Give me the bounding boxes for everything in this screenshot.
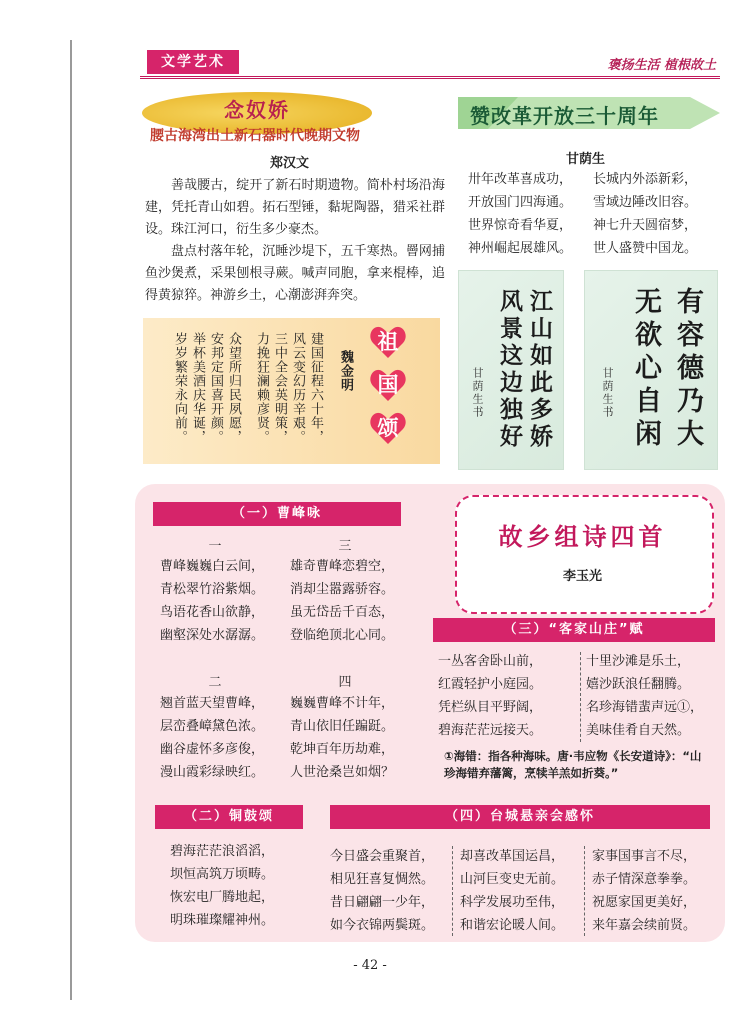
column-divider	[452, 846, 453, 936]
part3-heading: （三）“客家山庄”赋	[433, 618, 715, 642]
poem1-subtitle: 腰古海湾出土新石器时代晚期文物	[150, 128, 360, 144]
poem2-author: 甘荫生	[566, 152, 606, 167]
part1-heading: （一）曹峰咏	[153, 502, 401, 526]
calligraphy-column: 江山如此多娇	[526, 289, 553, 451]
poem-line: 神七升天圆宿梦，	[593, 218, 698, 233]
poem-line: 青山依旧任蹁跹。	[290, 719, 395, 734]
zuguo-line: 安邦定国喜开颜。	[208, 332, 223, 444]
poem-line: 世界惊奇看华夏，	[468, 218, 573, 233]
poem-line: 如今衣锦两鬓斑。	[330, 918, 435, 933]
poem-line: 恢宏电厂腾地起，	[170, 890, 275, 905]
poem-line: 凭栏纵目平野阔，	[438, 700, 543, 715]
poem-line: 消却尘嚣露骄容。	[290, 582, 395, 597]
heart-icon: 国	[368, 365, 408, 409]
poem-line: 明珠璀璨耀神州。	[170, 913, 275, 928]
stanza-number: 二	[208, 675, 222, 690]
suite-title: 故乡组诗四首	[498, 522, 667, 551]
poem-line: 赤子情深意拳拳。	[592, 872, 697, 887]
poem1-title: 念奴娇	[224, 98, 290, 122]
zuguo-line: 岁岁繁荣永向前。	[172, 332, 187, 444]
zuguo-author: 魏金明	[338, 350, 353, 392]
poem-line: 乾坤百年历劫难，	[290, 742, 395, 757]
calligraphy-signature: 甘荫生书	[471, 367, 484, 419]
calligraphy-right	[584, 270, 718, 470]
calligraphy-left	[458, 270, 564, 470]
zuguo-line: 三中全会英明策，	[272, 332, 287, 444]
poem-line: 十里沙滩是乐土，	[586, 654, 691, 669]
poem-line: 碧海茫茫浪滔滔，	[170, 844, 275, 859]
suite-title-box	[455, 495, 714, 614]
poem-line: 昔日翩翩一少年，	[330, 895, 435, 910]
section-tag: 文学艺术	[147, 50, 239, 74]
calligraphy-column: 无欲心自闲	[630, 287, 661, 452]
stanza-number: 四	[338, 675, 352, 690]
poem-line: 家事国事言不尽，	[592, 849, 697, 864]
heart-icon: 颂	[368, 408, 408, 452]
zuguo-line: 力挽狂澜赖彦贤。	[254, 332, 269, 444]
poem-line: 红霞轻护小庭园。	[438, 677, 543, 692]
poem-line: 曹峰巍巍白云间，	[160, 559, 265, 574]
header-rule	[140, 76, 720, 79]
poem-line: 科学发展功至伟，	[460, 895, 565, 910]
part2-heading: （二）铜鼓颂	[155, 805, 303, 829]
calligraphy-signature: 甘荫生书	[601, 367, 614, 419]
poem-line: 来年嘉会续前贤。	[592, 918, 697, 933]
poem-line: 翘首蓝天望曹峰，	[160, 696, 265, 711]
column-divider	[580, 652, 581, 742]
page-number: - 42 -	[353, 958, 387, 973]
poem2-right-column	[593, 168, 697, 260]
poem-line: 人世沧桑岂如烟？	[290, 765, 395, 780]
poem-line: 卅年改革喜成功，	[468, 172, 573, 187]
part1-stanza-one	[160, 555, 264, 647]
poem-line: 漫山霞彩绿映红。	[160, 765, 265, 780]
column-divider	[584, 846, 585, 936]
poem-line: 巍巍曹峰不计年，	[290, 696, 395, 711]
poem-line: 长城内外添新彩，	[593, 172, 698, 187]
zuguo-line: 风云变幻历辛艰。	[290, 332, 305, 444]
poem-line: 鸟语花香山欲静，	[160, 605, 265, 620]
part1-stanza-two	[160, 692, 264, 784]
poem-line: 今日盛会重聚首，	[330, 849, 435, 864]
poem1-paragraph: 盘点村落年轮，沉睡沙堤下，五千寒热。罾网捕鱼沙煲煮，采果刨根寻蕨。喊声同胞，拿来棍棒，追得黄猄猝。神游乡土，心潮澎湃奔突。	[145, 244, 445, 303]
part3-left-column	[438, 650, 542, 742]
part3-footnote: ①海错：指各种海味。唐·韦应物《长安道诗》：“山珍海错弃藩篱，烹犊羊羔如折葵。”	[444, 749, 702, 780]
poem-line: 雪域边陲改旧容。	[593, 195, 698, 210]
part4-column-3	[592, 845, 696, 937]
poem1-body	[145, 175, 445, 307]
stanza-number: 三	[338, 539, 352, 554]
poem-line: 虽无岱岳千百态，	[290, 605, 395, 620]
poem-line: 神州崛起展雄风。	[468, 241, 573, 256]
part1-stanza-three	[290, 555, 394, 647]
zuguo-line: 举杯美酒庆华诞，	[190, 332, 205, 444]
part2-poem	[170, 840, 274, 932]
part3-right-column	[586, 650, 703, 742]
poem-line: 名珍海错蜚声远①，	[586, 700, 704, 715]
zuguo-line: 众望所归民夙愿，	[226, 332, 241, 444]
stanza-number: 一	[208, 539, 222, 554]
page-left-rule	[70, 40, 72, 1000]
poem2-title: 赞改革开放三十周年	[470, 104, 659, 128]
heart-icon: 祖	[368, 322, 408, 366]
poem-line: 坝恒高筑万顷畴。	[170, 867, 275, 882]
poem-line: 却喜改革国运昌，	[460, 849, 565, 864]
poem-line: 祝愿家国更美好，	[592, 895, 697, 910]
poem-line: 青松翠竹浴紫烟。	[160, 582, 265, 597]
part4-heading: （四）台城悬亲会感怀	[330, 805, 710, 829]
suite-author: 李玉光	[562, 569, 602, 584]
poem-line: 幽谷虚怀多彦俊，	[160, 742, 265, 757]
poem-line: 幽壑深处水潺潺。	[160, 628, 265, 643]
part1-stanza-four	[290, 692, 394, 784]
poem-line: 山河巨变史无前。	[460, 872, 565, 887]
calligraphy-column: 风景这边独好	[496, 289, 523, 451]
poem-line: 美味佳肴自天然。	[586, 723, 691, 738]
zuguo-line: 建国征程六十年，	[308, 332, 323, 444]
part4-column-2	[460, 845, 564, 937]
part4-column-1	[330, 845, 434, 937]
poem-line: 碧海茫茫远接天。	[438, 723, 543, 738]
poem-line: 一丛客舍卧山前，	[438, 654, 543, 669]
poem-line: 层峦叠嶂黛色浓。	[160, 719, 265, 734]
header-slogan: 褒扬生活 植根故土	[607, 58, 716, 73]
poem1-author: 郑汉文	[270, 156, 310, 171]
calligraphy-column: 有容德乃大	[672, 287, 703, 452]
poem-line: 相见狂喜复惆然。	[330, 872, 435, 887]
poem-line: 和谐宏论暖人间。	[460, 918, 565, 933]
poem-line: 雄奇曹峰恋碧空，	[290, 559, 395, 574]
poem-line: 登临绝顶北心同。	[290, 628, 395, 643]
poem1-paragraph: 善哉腰古，绽开了新石时期遗物。简朴村场沿海建，凭托青山如碧。拓石型锤，黏坭陶器，猎采社群设。珠江河口，衍生多少豪杰。	[145, 178, 445, 237]
poem-line: 嬉沙跃浪任翻腾。	[586, 677, 691, 692]
poem-line: 世人盛赞中国龙。	[593, 241, 698, 256]
poem-line: 开放国门四海通。	[468, 195, 573, 210]
poem2-left-column	[468, 168, 572, 260]
